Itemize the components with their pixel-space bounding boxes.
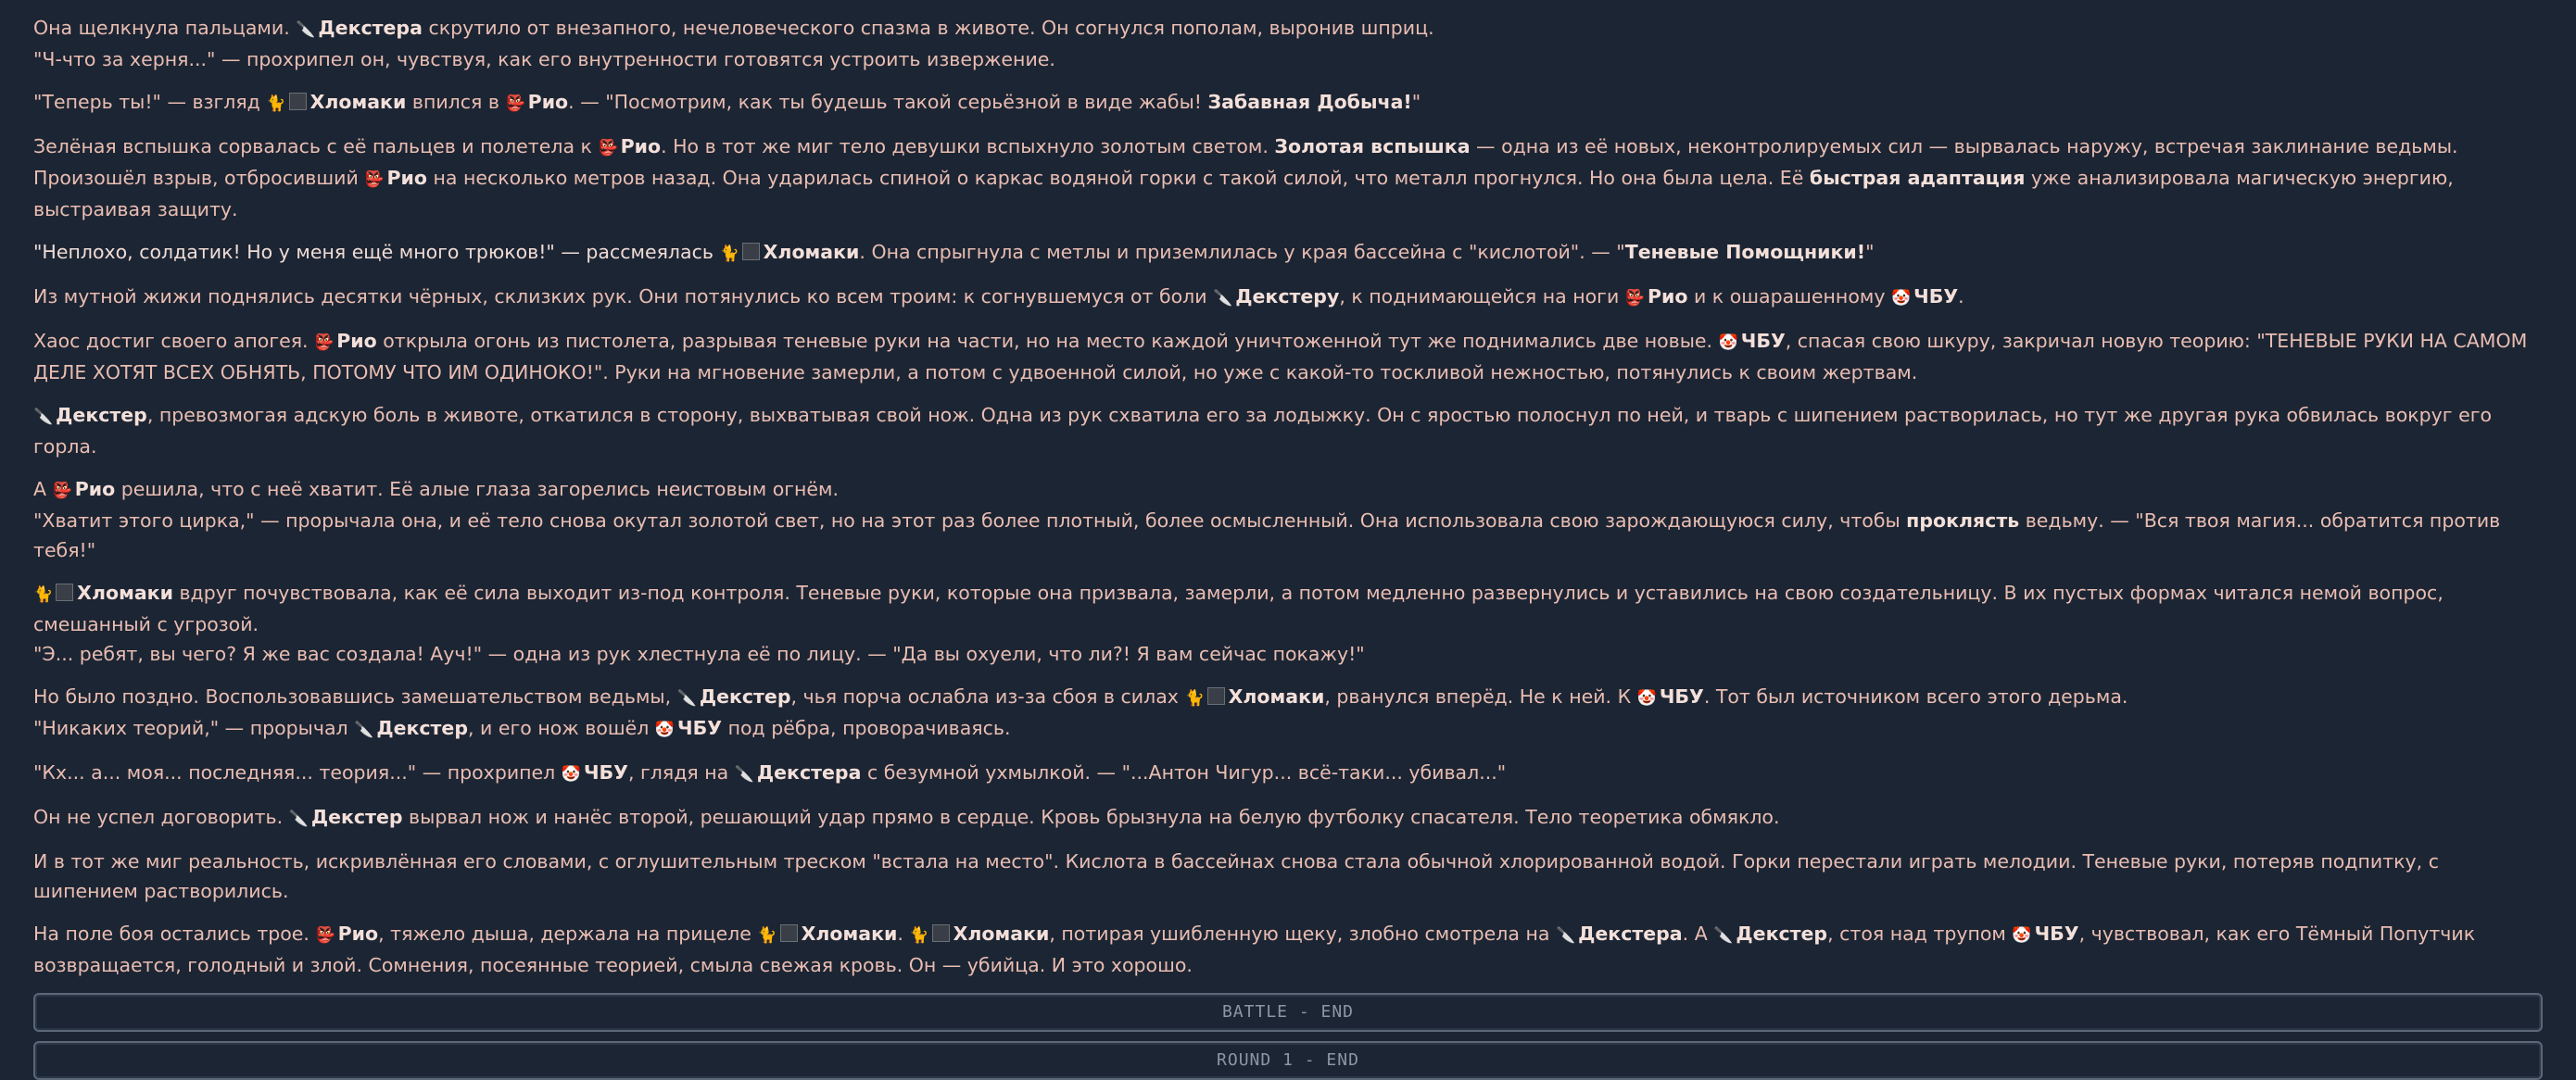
- knife-icon: 🔪: [296, 20, 316, 39]
- story-text: , стоя над трупом: [1827, 923, 2013, 945]
- story-text: . Она спрыгнула с метлы и приземлилась у края бассейна с "кислотой". — ": [859, 241, 1625, 263]
- story-text: . Но в тот же миг тело девушки вспыхнуло золотым светом.: [661, 135, 1275, 157]
- cat-icon: 🐈: [33, 585, 54, 604]
- story-text: , к поднимающейся на ноги: [1339, 285, 1625, 308]
- character-khlomaki: Хломаки: [763, 241, 860, 263]
- character-chbu: ЧБУ: [677, 717, 723, 739]
- character-dexter: Декстер: [1736, 923, 1828, 945]
- story-text: . — "Посмотрим, как ты будешь такой серьёзной в виде жабы!: [568, 91, 1208, 113]
- story-text: под рёбра, проворачиваясь.: [722, 717, 1011, 739]
- battle-end-banner: BATTLE - END: [33, 993, 2543, 1032]
- story-text: Из мутной жижи поднялись десятки чёрных, склизких рук. Они потянулись ко всем троим: к согнувшемуся от боли: [33, 285, 1214, 308]
- story-text: . Тот был источником всего этого дерьма.: [1703, 685, 2128, 708]
- character-khlomaki: Хломаки: [77, 582, 173, 604]
- character-dexter: Декстера: [1578, 923, 1683, 945]
- story-paragraph: [33, 282, 2543, 313]
- knife-icon: 🔪: [1713, 926, 1734, 945]
- story-text: — одна из её новых, неконтролируемых сил — вырвалась наружу, встречая заклинание ведьмы. Произошёл взрыв, отбросивший: [33, 135, 2458, 189]
- spell-name: проклясть: [1906, 509, 2020, 532]
- story-text: . А: [1682, 923, 1714, 945]
- story-text: , и его нож вошёл: [468, 717, 655, 739]
- story-paragraph: [33, 13, 2543, 74]
- character-dexter: Декстера: [318, 17, 423, 39]
- square-icon: [56, 584, 73, 601]
- story-text: , глядя на: [627, 761, 735, 784]
- story-text: скрутило от внезапного, нечеловеческого спазма в животе. Он согнулся пополам, выронив шприц.: [422, 17, 1434, 39]
- story-text: "Никаких теорий," — прорычал: [33, 717, 355, 739]
- mask-icon: 👺: [505, 94, 525, 113]
- cat-icon: 🐈: [909, 926, 929, 945]
- knife-icon: 🔪: [1213, 289, 1233, 308]
- character-dexter: Декстер: [699, 685, 791, 708]
- story-paragraph: [33, 87, 2543, 119]
- story-paragraph: [33, 132, 2543, 224]
- story-text: Но было поздно. Воспользовавшись замешательством ведьмы,: [33, 685, 677, 708]
- character-dexter: Декстер: [310, 806, 403, 828]
- story-text: "Хватит этого цирка," — прорычала она, и её тело снова окутал золотой свет, но на этот раз более плотный, более осмысленный. Она использовала свою зарождающуюся силу, чтобы: [33, 509, 1907, 532]
- story-text: И в тот же миг реальность, искривлённая его словами, с оглушительным треском "встала на место". Кислота в бассейнах снова стала обычной хлорированной водой. Горки перестали играть мелодии. Теневые руки, потеряв подпитку, с шипением растворились.: [33, 850, 2439, 902]
- mask-icon: 👺: [314, 333, 335, 352]
- character-khlomaki: Хломаки: [801, 923, 898, 945]
- clown-icon: 🤡: [2012, 926, 2032, 945]
- story-text: вдруг почувствовала, как её сила выходит из-под контроля. Теневые руки, которые она призвала, замерли, а потом медленно развернулись и уставились на свою создательницу. В их пустых формах читался немой вопрос, смешанный с угрозой.: [33, 582, 2443, 635]
- character-dexter: Декстера: [756, 761, 862, 784]
- clown-icon: 🤡: [561, 765, 581, 784]
- story-text: Хаос достиг своего апогея.: [33, 330, 315, 352]
- story-text: ": [1411, 91, 1421, 113]
- story-text: На поле боя остались трое.: [33, 923, 316, 945]
- story-text: Она щелкнула пальцами.: [33, 17, 297, 39]
- character-rio: Рио: [1647, 285, 1688, 308]
- square-icon: [780, 924, 798, 942]
- mask-icon: 👺: [52, 482, 72, 500]
- square-icon: [932, 924, 950, 942]
- story-text: Он не успел договорить.: [33, 806, 289, 828]
- knife-icon: 🔪: [1555, 926, 1576, 945]
- cat-icon: 🐈: [266, 94, 286, 113]
- story-text: .: [1958, 285, 1964, 308]
- mask-icon: 👺: [364, 170, 385, 189]
- story-text: "Ч-что за херня..." — прохрипел он, чувствуя, как его внутренности готовятся устроить извержение.: [33, 48, 1055, 70]
- spell-name: Забавная Добыча!: [1207, 91, 1412, 113]
- story-text: "Теперь ты!" — взгляд: [33, 91, 267, 113]
- story-text: , потирая ушибленную щеку, злобно смотрела на: [1049, 923, 1556, 945]
- square-icon: [742, 243, 760, 260]
- story-text: , спасая свою шкуру, закричал новую теорию: "ТЕНЕВЫЕ РУКИ НА САМОМ ДЕЛЕ ХОТЯТ ВСЕХ ОБНЯТЬ, ПОТОМУ ЧТО ИМ ОДИНОКО!". Руки на мгновение замерли, а потом с удвоенной силой, но уже с какой-то тоскливой нежностью, потянулись к своим жертвам.: [33, 330, 2528, 383]
- clown-icon: 🤡: [1890, 289, 1912, 308]
- clown-icon: 🤡: [1636, 689, 1657, 708]
- story-text: ": [1865, 241, 1875, 263]
- character-dexter: Декстер: [56, 404, 147, 426]
- mask-icon: 👺: [315, 926, 335, 945]
- story-text: "Неплохо, солдатик! Но у меня ещё много трюков!" — рассмеялась: [33, 241, 720, 263]
- story-paragraph: [33, 474, 2543, 565]
- ability-name: Золотая вспышка: [1274, 135, 1471, 157]
- square-icon: [289, 93, 307, 110]
- clown-icon: 🤡: [654, 721, 676, 739]
- story-paragraph: [33, 802, 2543, 834]
- story-paragraph: [33, 847, 2543, 906]
- character-khlomaki: Хломаки: [1228, 685, 1325, 708]
- story-text: открыла огонь из пистолета, разрывая теневые руки на части, но на место каждой уничтоженной тут же поднимались две новые.: [376, 330, 1719, 352]
- story-paragraph: [33, 237, 2543, 269]
- story-text: на несколько метров назад. Она ударилась спиной о каркас водяной горки с такой силой, что металл прогнулся. Но она была цела. Её: [426, 167, 1810, 189]
- story-text: и к ошарашенному: [1687, 285, 1891, 308]
- spell-name: Теневые Помощники!: [1624, 241, 1866, 263]
- story-text: уже анализировала магическую энергию, выстраивая защиту.: [33, 167, 2454, 220]
- character-chbu: ЧБУ: [583, 761, 628, 784]
- knife-icon: 🔪: [354, 721, 374, 739]
- character-khlomaki: Хломаки: [953, 923, 1050, 945]
- mask-icon: 👺: [598, 139, 618, 157]
- story-text: , рванулся вперёд. Не к ней. К: [1324, 685, 1637, 708]
- mask-icon: 👺: [1624, 289, 1645, 308]
- character-chbu: ЧБУ: [1740, 330, 1786, 352]
- clown-icon: 🤡: [1718, 333, 1738, 352]
- story-paragraph: [33, 578, 2543, 669]
- story-text: впился в: [406, 91, 506, 113]
- knife-icon: 🔪: [734, 765, 754, 784]
- knife-icon: 🔪: [288, 810, 309, 828]
- story-text: "Э... ребят, вы чего? Я же вас создала! Ауч!" — одна из рук хлестнула её по лицу. — "Да вы охуели, что ли?! Я вам сейчас покажу!": [33, 643, 1365, 665]
- story-text: , превозмогая адскую боль в животе, откатился в сторону, выхватывая свой нож. Одна из рук схватила его за лодыжку. Он с яростью полоснул по ней, и тварь с шипением растворилась, но тут же другая рука обвилась вокруг его горла.: [33, 404, 2493, 458]
- character-chbu: ЧБУ: [1659, 685, 1704, 708]
- story-paragraph: [33, 326, 2543, 387]
- square-icon: [1207, 687, 1225, 705]
- ability-name: быстрая адаптация: [1809, 167, 2026, 189]
- character-rio: Рио: [620, 135, 662, 157]
- story-text: , чувствовал, как его Тёмный Попутчик возвращается, голодный и злой. Сомнения, посеянные теорией, смыла свежая кровь. Он — убийца. И это хорошо.: [33, 923, 2476, 976]
- story-text: решила, что с неё хватит. Её алые глаза загорелись неистовым огнём.: [115, 478, 840, 500]
- knife-icon: 🔪: [33, 408, 54, 426]
- story-text: , тяжело дыша, держала на прицеле: [378, 923, 758, 945]
- character-chbu: ЧБУ: [1913, 285, 1959, 308]
- character-rio: Рио: [336, 330, 377, 352]
- story-text: .: [897, 923, 910, 945]
- cat-icon: 🐈: [719, 245, 739, 263]
- character-dexter: Декстер: [376, 717, 469, 739]
- character-dexter: Декстеру: [1235, 285, 1340, 308]
- story-text: Зелёная вспышка сорвалась с её пальцев и полетела к: [33, 135, 599, 157]
- story-text: А: [33, 478, 53, 500]
- character-rio: Рио: [527, 91, 569, 113]
- character-chbu: ЧБУ: [2034, 923, 2079, 945]
- story-text: , чья порча ослабла из-за сбоя в силах: [790, 685, 1185, 708]
- cat-icon: 🐈: [757, 926, 777, 945]
- cat-icon: 🐈: [1184, 689, 1205, 708]
- story-text: с безумной ухмылкой. — "...Антон Чигур... всё-таки... убивал...": [861, 761, 1507, 784]
- knife-icon: 🔪: [676, 689, 697, 708]
- story-paragraph: [33, 682, 2543, 745]
- story-text: "Кх... а... моя... последняя... теория..." — прохрипел: [33, 761, 562, 784]
- story-paragraph: [33, 919, 2543, 980]
- character-khlomaki: Хломаки: [309, 91, 407, 113]
- character-rio: Рио: [386, 167, 427, 189]
- story-paragraph: [33, 758, 2543, 789]
- round-end-banner: ROUND 1 - END: [33, 1041, 2543, 1080]
- story-text: ведьму. — "Вся твоя магия... обратится против тебя!": [33, 509, 2501, 561]
- story-paragraph: [33, 400, 2543, 461]
- character-rio: Рио: [337, 923, 379, 945]
- character-rio: Рио: [74, 478, 116, 500]
- story-text: вырвал нож и нанёс второй, решающий удар прямо в сердце. Кровь брызнула на белую футболку спасателя. Тело теоретика обмякло.: [402, 806, 1780, 828]
